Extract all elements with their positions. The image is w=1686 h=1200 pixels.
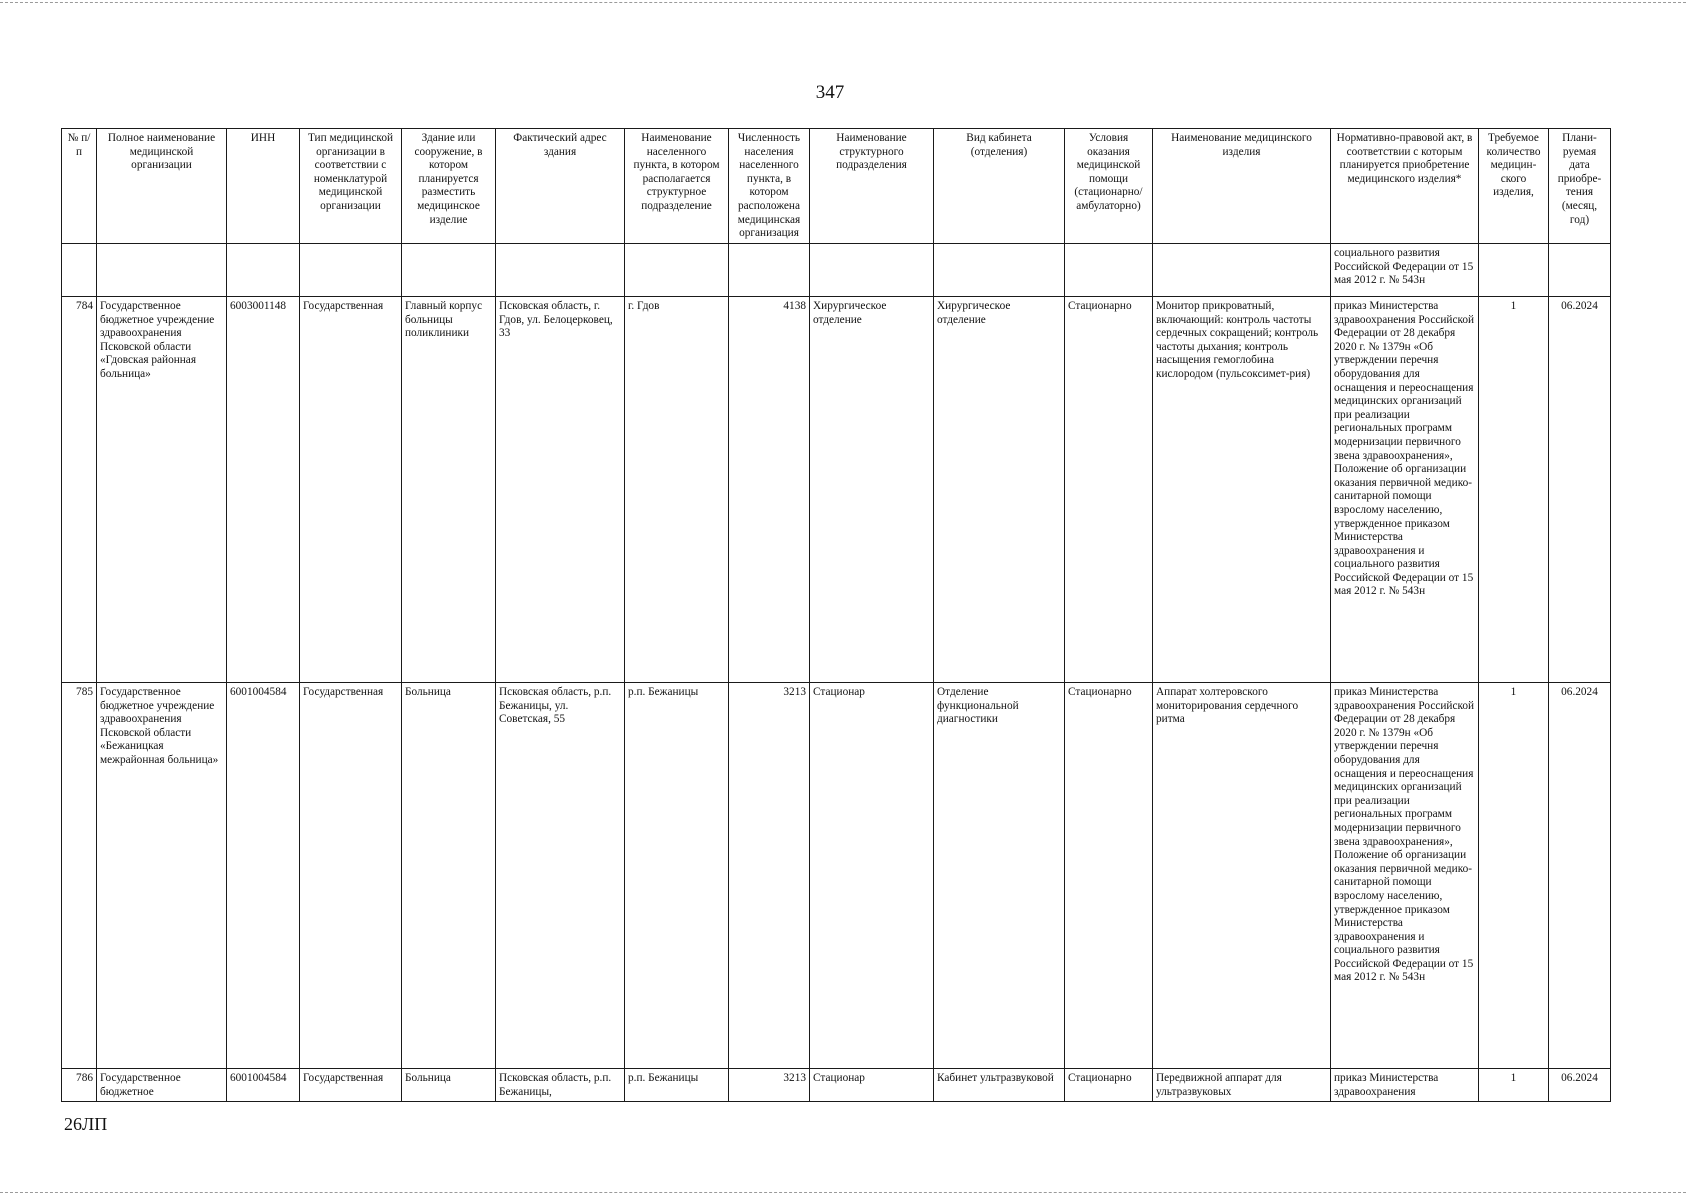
cell-conditions: Стационарно <box>1065 683 1153 1069</box>
cell-empty <box>1153 244 1331 297</box>
cell-empty <box>625 244 729 297</box>
cell-type: Государственная <box>300 297 402 683</box>
cell-population: 4138 <box>729 297 810 683</box>
cell-address: Псковская область, р.п. Бежаницы, <box>496 1069 625 1102</box>
cell-num: 786 <box>62 1069 97 1102</box>
cell-cabinet: Кабинет ультразвуковой <box>934 1069 1065 1102</box>
cell-building: Больница <box>402 1069 496 1102</box>
scan-edge-top <box>0 2 1686 3</box>
scan-edge-bottom <box>0 1192 1686 1193</box>
header-device: Наименование медицинского изделия <box>1153 129 1331 244</box>
cell-num: 784 <box>62 297 97 683</box>
cell-org: Государственное бюджетное учреждение здравоохранения Псковской области «Гдовская районная больница» <box>97 297 227 683</box>
cell-empty <box>62 244 97 297</box>
header-address: Фактический адрес здания <box>496 129 625 244</box>
cell-population: 3213 <box>729 683 810 1069</box>
cell-qty: 1 <box>1479 297 1549 683</box>
cell-empty <box>227 244 300 297</box>
cell-cabinet: Хирургическое отделение <box>934 297 1065 683</box>
header-building: Здание или сооружение, в котором планируется разместить медицинское изделие <box>402 129 496 244</box>
cell-unit: Хирургическое отделение <box>810 297 934 683</box>
cell-building: Главный корпус больницы поликлиники <box>402 297 496 683</box>
cell-locality: г. Гдов <box>625 297 729 683</box>
cell-qty: 1 <box>1479 1069 1549 1102</box>
cell-num: 785 <box>62 683 97 1069</box>
header-population: Численность населения населенного пункта, в котором расположена медицинская организация <box>729 129 810 244</box>
cell-date: 06.2024 <box>1549 683 1611 1069</box>
cell-empty <box>810 244 934 297</box>
cell-act-continuation: социального развития Российской Федерации от 15 мая 2012 г. № 543н <box>1331 244 1479 297</box>
header-unit: Наименование структурного подразделения <box>810 129 934 244</box>
header-cabinet: Вид кабинета (отделения) <box>934 129 1065 244</box>
table-row <box>62 297 1611 683</box>
cell-empty <box>300 244 402 297</box>
cell-empty <box>97 244 227 297</box>
cell-empty <box>1065 244 1153 297</box>
cell-unit: Стационар <box>810 683 934 1069</box>
header-org: Полное наименование медицинской организации <box>97 129 227 244</box>
header-num: № п/п <box>62 129 97 244</box>
header-date: Плани-руемая дата приобре-тения (месяц, год) <box>1549 129 1611 244</box>
cell-device: Монитор прикроватный, включающий: контроль частоты сердечных сокращений; контроль частоты дыхания; контроль насыщения гемоглобина кислородом (пульсоксимет-рия) <box>1153 297 1331 683</box>
cell-inn: 6001004584 <box>227 1069 300 1102</box>
header-type: Тип медицинской организации в соответствии с номенклатурой медицинской организации <box>300 129 402 244</box>
medical-equipment-table <box>61 128 1611 1102</box>
cell-act: приказ Министерства здравоохранения Российской Федерации от 28 декабря 2020 г. № 1379н «Об утверждении перечня оборудования для оснащения и переоснащения медицинских организаций при реализации региональных программ модернизации первичного звена здравоохранения», Положение об организации оказания первичной медико-санитарной помощи взрослому населению, утвержденное приказом Министерства здравоохранения и социального развития Российской Федерации от 15 мая 2012 г. № 543н <box>1331 297 1479 683</box>
cell-empty <box>729 244 810 297</box>
cell-device: Аппарат холтеровского мониторирования сердечного ритма <box>1153 683 1331 1069</box>
table-row <box>62 1069 1611 1102</box>
cell-inn: 6001004584 <box>227 683 300 1069</box>
table-header-row <box>62 129 1611 244</box>
cell-device: Передвижной аппарат для ультразвуковых <box>1153 1069 1331 1102</box>
cell-inn: 6003001148 <box>227 297 300 683</box>
header-inn: ИНН <box>227 129 300 244</box>
cell-locality: р.п. Бежаницы <box>625 1069 729 1102</box>
cell-org: Государственное бюджетное учреждение здравоохранения Псковской области «Бежаницкая межрайонная больница» <box>97 683 227 1069</box>
cell-address: Псковская область, р.п. Бежаницы, ул. Советская, 55 <box>496 683 625 1069</box>
cell-qty: 1 <box>1479 683 1549 1069</box>
cell-unit: Стационар <box>810 1069 934 1102</box>
page-number: 347 <box>815 82 845 103</box>
cell-type: Государственная <box>300 1069 402 1102</box>
cell-empty <box>1479 244 1549 297</box>
cell-population: 3213 <box>729 1069 810 1102</box>
cell-conditions: Стационарно <box>1065 1069 1153 1102</box>
cell-empty <box>402 244 496 297</box>
cell-date: 06.2024 <box>1549 297 1611 683</box>
cell-empty <box>934 244 1065 297</box>
cell-building: Больница <box>402 683 496 1069</box>
cell-type: Государственная <box>300 683 402 1069</box>
cell-org: Государственное бюджетное <box>97 1069 227 1102</box>
cell-act: приказ Министерства здравоохранения <box>1331 1069 1479 1102</box>
cell-conditions: Стационарно <box>1065 297 1153 683</box>
table-row <box>62 683 1611 1069</box>
header-qty: Требуемое количество медицин-ского изделия, <box>1479 129 1549 244</box>
cell-empty <box>1549 244 1611 297</box>
cell-empty <box>496 244 625 297</box>
cell-act: приказ Министерства здравоохранения Российской Федерации от 28 декабря 2020 г. № 1379н «Об утверждении перечня оборудования для оснащения и переоснащения медицинских организаций при реализации региональных программ модернизации первичного звена здравоохранения», Положение об организации оказания первичной медико-санитарной помощи взрослому населению, утвержденное приказом Министерства здравоохранения и социального развития Российской Федерации от 15 мая 2012 г. № 543н <box>1331 683 1479 1069</box>
cell-address: Псковская область, г. Гдов, ул. Белоцерковец, 33 <box>496 297 625 683</box>
cell-date: 06.2024 <box>1549 1069 1611 1102</box>
cell-cabinet: Отделение функциональной диагностики <box>934 683 1065 1069</box>
header-locality: Наименование населенного пункта, в котором располагается структурное подразделение <box>625 129 729 244</box>
cell-locality: р.п. Бежаницы <box>625 683 729 1069</box>
footer-code: 26ЛП <box>64 1114 108 1134</box>
header-conditions: Условия оказания медицинской помощи (стационарно/ амбулаторно) <box>1065 129 1153 244</box>
table-row-continuation <box>62 244 1611 297</box>
header-act: Нормативно-правовой акт, в соответствии с которым планируется приобретение медицинского изделия* <box>1331 129 1479 244</box>
